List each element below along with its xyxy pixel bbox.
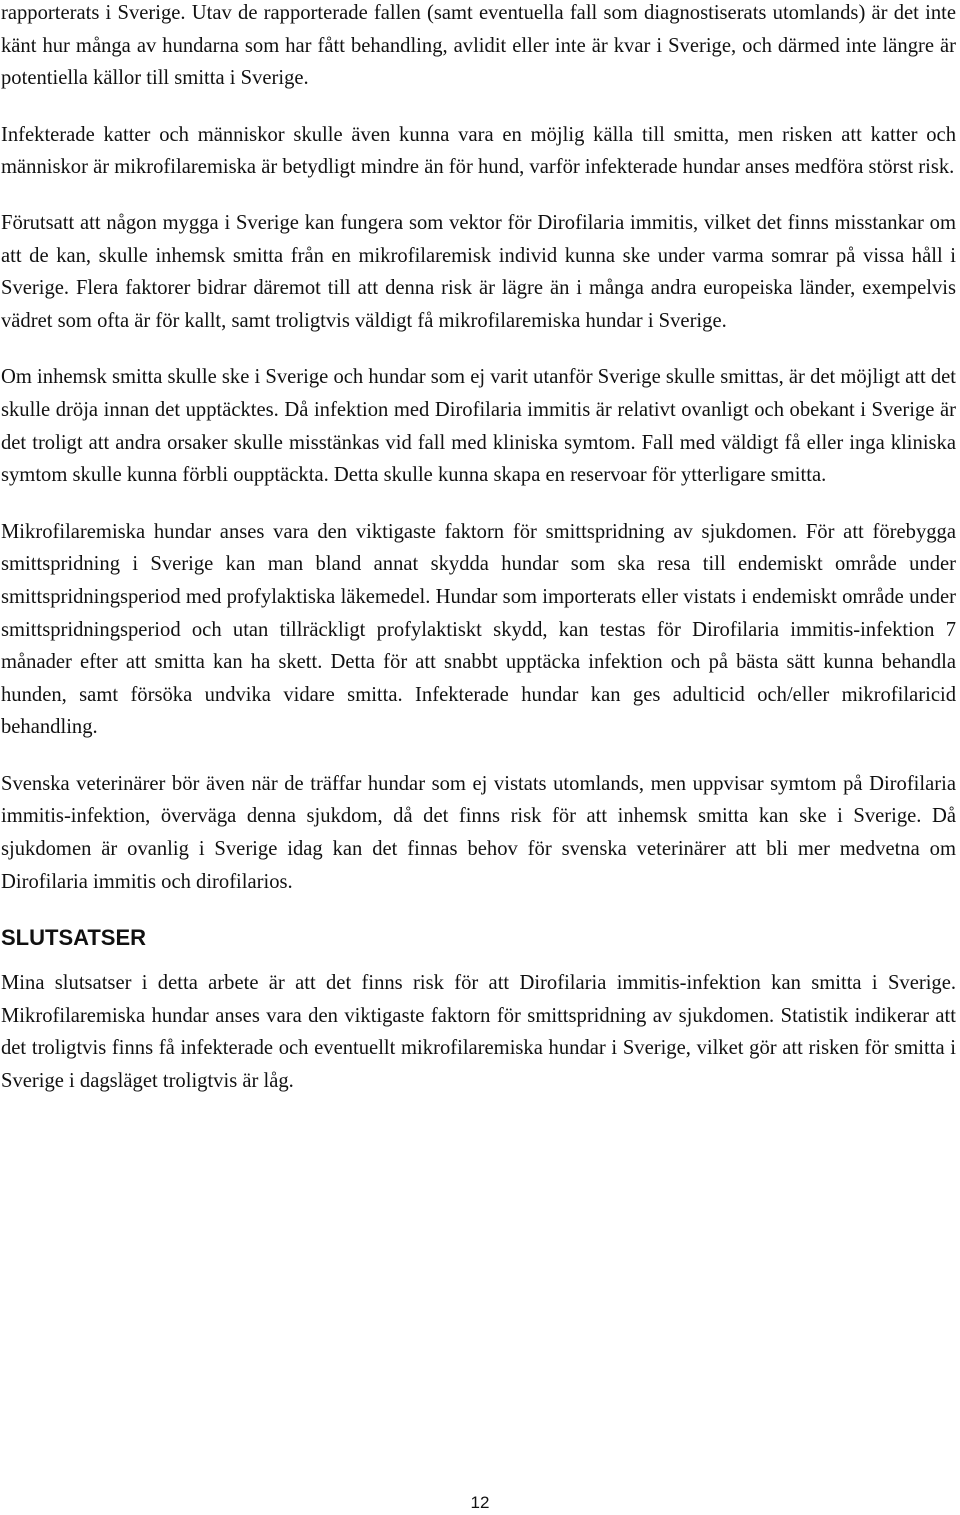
document-page [1,0,956,1098]
section-heading-slutsatser: SLUTSATSER [1,925,147,951]
body-paragraph-3: Förutsatt att någon mygga i Sverige kan fungera som vektor för Dirofilaria immitis, vilket det finns misstankar om att de kan, skulle inhemsk smitta från en mikrofilaremisk individ kunna ske under varma somrar på vissa håll i Sverige. Flera faktorer bidrar däremot till att denna risk är lägre än i många andra europeiska länder, exempelvis vädret som ofta är för kallt, samt troligtvis väldigt få mikrofilaremiska hundar i Sverige. [1,211,956,332]
body-paragraph-6: Svenska veterinärer bör även när de träffar hundar som ej vistats utomlands, men uppvisar symtom på Dirofilaria immitis-infektion, överväga denna sjukdom, då det finns risk för att inhemsk smitta kan ske i Sverige. Då sjukdomen är ovanlig i Sverige idag kan det finnas behov för svenska veterinärer att bli mer medvetna om Dirofilaria immitis och dirofilarios. [1,772,956,893]
body-paragraph-1: rapporterats i Sverige. Utav de rapporterade fallen (samt eventuella fall som diagnostiserats utomlands) är det inte känt hur många av hundarna som har fått behandling, avlidit eller inte är kvar i Sverige, och därmed inte längre är potentiella källor till smitta i Sverige. [1,2,956,90]
conclusion-paragraph: Mina slutsatser i detta arbete är att det finns risk för att Dirofilaria immitis-infektion kan smitta i Sverige. Mikrofilaremiska hundar anses vara den viktigaste faktorn för smittspridning av sjukdomen. Statistik indikerar att det troligtvis finns få infekterade och eventuellt mikrofilaremiska hundar i Sverige, vilket gör att risken för smitta i Sverige i dagsläget troligtvis är låg. [1,972,956,1093]
body-paragraph-4: Om inhemsk smitta skulle ske i Sverige och hundar som ej varit utanför Sverige skulle smittas, är det möjligt att det skulle dröja innan det upptäcktes. Då infektion med Dirofilaria immitis är relativt ovanligt och obekant i Sverige är det troligt att andra orsaker skulle misstänkas vid fall med kliniska symtom. Fall med väldigt få eller inga kliniska symtom skulle kunna förbli oupptäckta. Detta skulle kunna skapa en reservoar för ytterligare smitta. [1,366,956,487]
body-paragraph-5: Mikrofilaremiska hundar anses vara den viktigaste faktorn för smittspridning av sjukdomen. För att förebygga smittspridning i Sverige kan man bland annat skydda hundar som ska resa till endemiskt område under smittspridningsperiod med profylaktiska läkemedel. Hundar som importerats eller vistats i endemiskt område under smittspridningsperiod och utan tillräckligt profylaktiskt skydd, kan testas för Dirofilaria immitis-infektion 7 månader efter att smitta kan ha skett. Detta för att snabbt upptäcka infektion och på bästa sätt kunna behandla hunden, samt försöka undvika vidare smitta. Infekterade hundar kan ges adulticid och/eller mikrofilaricid behandling. [1,520,956,739]
page-number: 12 [470,1493,490,1512]
body-paragraph-2: Infekterade katter och människor skulle även kunna vara en möjlig källa till smitta, men risken att katter och människor är mikrofilaremiska är betydligt mindre än för hund, varför infekterade hundar anses medföra störst risk. [1,123,956,179]
